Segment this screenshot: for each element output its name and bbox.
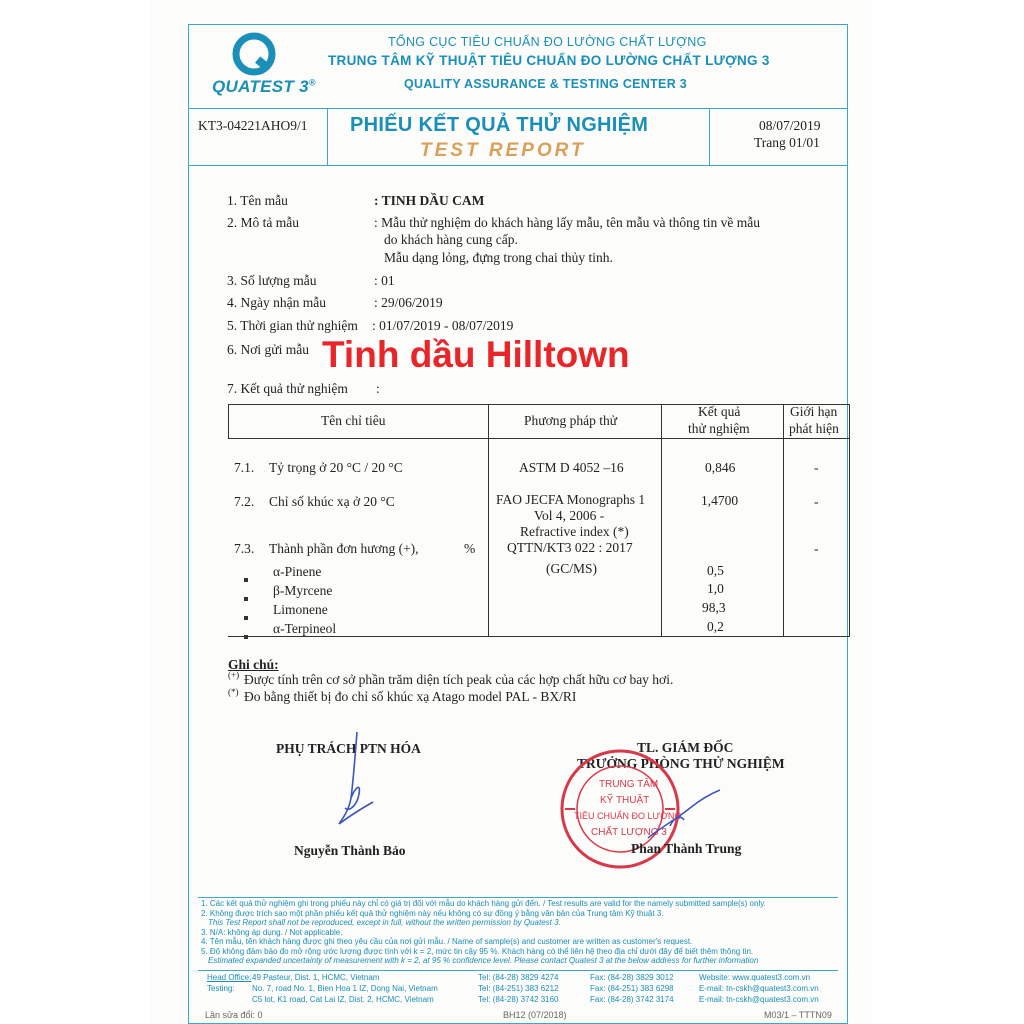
stamp-text-3: TIÊU CHUẨN ĐO LƯỜNG bbox=[574, 811, 682, 821]
field-value-results: : bbox=[376, 381, 380, 396]
table-row-limit: - bbox=[814, 460, 819, 475]
stamp-text-2: KỸ THUẬT bbox=[600, 795, 650, 806]
bullet-icon bbox=[244, 588, 248, 606]
table-header-criterion: Tên chỉ tiêu bbox=[321, 413, 386, 428]
right-signature bbox=[640, 778, 730, 848]
quatest-logo-icon bbox=[232, 32, 278, 78]
table-left-border bbox=[228, 404, 229, 438]
footer-line: 5. Độ không đảm bảo đo mở rộng ước lượng được tính với k = 2, mức tin cậy 95 %. Khách hàng có thể liên hệ theo địa chỉ dưới đây để biết thêm thông tin. bbox=[201, 946, 754, 956]
testing-address-1: No. 7, road No. 1, Bien Hoa 1 IZ, Dong Nai, Vietnam bbox=[252, 984, 438, 993]
report-date: 08/07/2019 bbox=[759, 118, 821, 133]
notes-line-2: Đo bằng thiết bị đo chỉ số khúc xạ Atago model PAL - BX/RI bbox=[244, 689, 577, 704]
table-row-no: 7.1. bbox=[234, 460, 255, 475]
org-line-3: QUALITY ASSURANCE & TESTING CENTER 3 bbox=[404, 77, 688, 91]
compound-result: 98,3 bbox=[702, 600, 726, 615]
field-label-sample-name: 1. Tên mẫu bbox=[227, 193, 288, 208]
email-link-1[interactable]: E-mail: tn-cskh@quatest3.com.vn bbox=[699, 984, 819, 993]
field-value-description-1: : Mẫu thử nghiệm do khách hàng lấy mẫu, tên mẫu và thông tin về mẫu bbox=[374, 215, 760, 230]
field-label-test-period: 5. Thời gian thử nghiệm bbox=[227, 318, 358, 333]
right-signer-name: Phan Thành Trung bbox=[631, 841, 742, 856]
footer-divider-top bbox=[198, 897, 838, 898]
table-row-name: Tỷ trọng ở 20 °C / 20 °C bbox=[269, 460, 403, 475]
field-value-received-date: : 29/06/2019 bbox=[374, 295, 443, 310]
title-bar-right-divider bbox=[709, 108, 710, 165]
form-code: BH12 (07/2018) bbox=[503, 1010, 567, 1020]
table-row-name: Chỉ số khúc xạ ở 20 °C bbox=[269, 494, 395, 509]
left-signer-name: Nguyễn Thành Bảo bbox=[294, 843, 406, 858]
head-office-label: Head Office: bbox=[207, 973, 252, 982]
notes-line-1: Được tính trên cơ sở phần trăm diện tích peak của các hợp chất hữu cơ bay hơi. bbox=[244, 672, 674, 687]
footer-disclaimer bbox=[201, 899, 841, 966]
bullet-icon bbox=[244, 626, 248, 644]
footer-line: 2. Không được trích sao một phần phiếu kết quả thử nghiệm này nếu không có sự đồng ý bằng văn bản của Trung tâm Kỹ thuật 3. bbox=[201, 908, 664, 918]
table-row-result: 0,846 bbox=[705, 460, 736, 475]
stamp-text-4: CHẤT LƯỢNG 3 bbox=[591, 827, 667, 838]
compound-result: 1,0 bbox=[707, 581, 724, 596]
website-link[interactable]: Website: www.quatest3.com.vn bbox=[699, 973, 811, 982]
compound-name: α-Terpineol bbox=[273, 621, 337, 636]
table-col-divider-1 bbox=[488, 404, 489, 636]
left-signature bbox=[325, 728, 405, 838]
bullet-icon bbox=[244, 569, 248, 587]
table-col-divider-2 bbox=[661, 404, 662, 636]
email-link-2[interactable]: E-mail: tn-cskh@quatest3.com.vn bbox=[699, 995, 819, 1004]
compound-result: 0,2 bbox=[707, 619, 724, 634]
table-row-result: 1,4700 bbox=[701, 493, 739, 508]
report-title-en: TEST REPORT bbox=[420, 140, 586, 161]
table-top-border bbox=[228, 404, 850, 405]
report-title-vi: PHIẾU KẾT QUẢ THỬ NGHIỆM bbox=[350, 114, 649, 136]
table-header-result-2: thử nghiệm bbox=[688, 421, 750, 436]
fax-3: Fax: (84-28) 3742 3174 bbox=[590, 995, 674, 1004]
table-header-result-1: Kết quả bbox=[698, 404, 741, 419]
tel-2: Tel: (84-251) 383 6212 bbox=[478, 984, 559, 993]
table-row-method-2: (GC/MS) bbox=[546, 561, 598, 576]
table-row-method: QTTN/KT3 022 : 2017 bbox=[507, 540, 633, 555]
org-line-1: TỔNG CỤC TIÊU CHUẨN ĐO LƯỜNG CHẤT LƯỢNG bbox=[388, 35, 707, 49]
overlay-brand-text: Tinh dầu Hilltown bbox=[322, 334, 630, 375]
notes-mark-1: (+) bbox=[228, 670, 240, 680]
table-row-no: 7.3. bbox=[234, 541, 255, 556]
footer-line: 4. Tên mẫu, tên khách hàng được ghi theo yêu cầu của nơi gửi mẫu. / Name of sample(s) and customer are written as customer's request. bbox=[201, 937, 693, 946]
bullet-icon bbox=[244, 607, 248, 625]
footer-line: Estimated expanded uncertainty of measurement with k = 2, at 95 % confidence level. Please contact Quatest 3 at the below address for further information bbox=[208, 956, 759, 965]
table-right-border bbox=[849, 404, 850, 636]
table-row-method: FAO JECFA Monographs 1 bbox=[496, 492, 646, 507]
field-label-description: 2. Mô tả mẫu bbox=[227, 215, 299, 230]
table-header-limit-1: Giới hạn bbox=[790, 404, 838, 419]
right-signer-title-2: TRƯỞNG PHÒNG THỬ NGHIỆM bbox=[577, 756, 785, 771]
field-value-sample-name: : TINH DẦU CAM bbox=[374, 193, 485, 208]
table-header-method: Phương pháp thử bbox=[524, 413, 618, 428]
notes-title: Ghi chú: bbox=[228, 657, 279, 672]
table-row-method-2: Vol 4, 2006 - bbox=[534, 508, 605, 523]
table-header-border bbox=[228, 438, 850, 439]
compound-name: β-Myrcene bbox=[273, 583, 333, 598]
compound-name: α-Pinene bbox=[273, 564, 322, 579]
title-bar-left-divider bbox=[327, 108, 328, 165]
field-label-quantity: 3. Số lượng mẫu bbox=[227, 273, 317, 288]
report-page: Trang 01/01 bbox=[754, 135, 820, 150]
edition-number: Lần sửa đổi: 0 bbox=[205, 1010, 263, 1020]
table-row-limit: - bbox=[814, 494, 819, 509]
report-frame bbox=[188, 24, 848, 1024]
fax-2: Fax: (84-251) 383 6298 bbox=[590, 984, 674, 993]
footer-divider-mid bbox=[198, 970, 838, 971]
table-row-unit: % bbox=[464, 541, 476, 556]
org-line-2: TRUNG TÂM KỸ THUẬT TIÊU CHUẨN ĐO LƯỜNG CHẤT LƯỢNG 3 bbox=[328, 53, 770, 68]
head-office-address: 49 Pasteur, Dist. 1, HCMC, Vietnam bbox=[252, 973, 380, 982]
table-col-divider-3 bbox=[783, 404, 784, 636]
footer-line: This Test Report shall not be reproduced, except in full, without the written permission by Quatest 3. bbox=[208, 918, 561, 927]
field-value-description-2: do khách hàng cung cấp. bbox=[384, 232, 518, 247]
right-signer-title-1: TL. GIÁM ĐỐC bbox=[637, 740, 734, 755]
notes-mark-2: (*) bbox=[228, 687, 239, 697]
field-label-sender: 6. Nơi gửi mẫu bbox=[227, 342, 309, 357]
table-row-method: ASTM D 4052 –16 bbox=[519, 460, 624, 475]
compound-name: Limonene bbox=[273, 602, 328, 617]
compound-result: 0,5 bbox=[707, 563, 724, 578]
header-divider bbox=[188, 108, 848, 109]
tel-3: Tel: (84-28) 3742 3160 bbox=[478, 995, 559, 1004]
field-value-test-period: : 01/07/2019 - 08/07/2019 bbox=[372, 318, 514, 333]
left-signer-title: PHỤ TRÁCH PTN HÓA bbox=[276, 741, 421, 756]
title-bar-divider bbox=[188, 165, 848, 166]
document-code: M03/1 – TTTN09 bbox=[764, 1010, 832, 1020]
table-header-limit-2: phát hiện bbox=[789, 421, 839, 436]
field-label-received-date: 4. Ngày nhận mẫu bbox=[227, 295, 326, 310]
table-row-name: Thành phần đơn hương (+), bbox=[269, 541, 419, 556]
testing-address-2: C5 lot, K1 road, Cat Lai IZ, Dist. 2, HCMC, Vietnam bbox=[252, 995, 434, 1004]
fax-1: Fax: (84-28) 3829 3012 bbox=[590, 973, 674, 982]
logo-text: QUATEST 3® bbox=[212, 77, 316, 96]
testing-label: Testing: bbox=[207, 984, 235, 993]
tel-1: Tel: (84-28) 3829 4274 bbox=[478, 973, 559, 982]
stamp-text-1: TRUNG TÂM bbox=[599, 779, 659, 790]
table-row-no: 7.2. bbox=[234, 494, 255, 509]
field-value-quantity: : 01 bbox=[374, 273, 395, 288]
table-row-method-3: Refractive index (*) bbox=[520, 524, 629, 539]
field-value-description-3: Mẫu dạng lỏng, đựng trong chai thủy tinh. bbox=[384, 250, 613, 265]
field-label-results: 7. Kết quả thử nghiệm bbox=[227, 381, 348, 396]
report-code: KT3-04221AHO9/1 bbox=[198, 118, 308, 133]
footer-line: 3. N/A: không áp dụng. / Not applicable. bbox=[201, 927, 343, 937]
table-row-limit: - bbox=[814, 541, 819, 556]
footer-line: 1. Các kết quả thử nghiệm ghi trong phiếu này chỉ có giá trị đối với mẫu do khách hàng gửi đến. / Test results are valid for the namely submitted sample(s) only. bbox=[201, 899, 766, 908]
